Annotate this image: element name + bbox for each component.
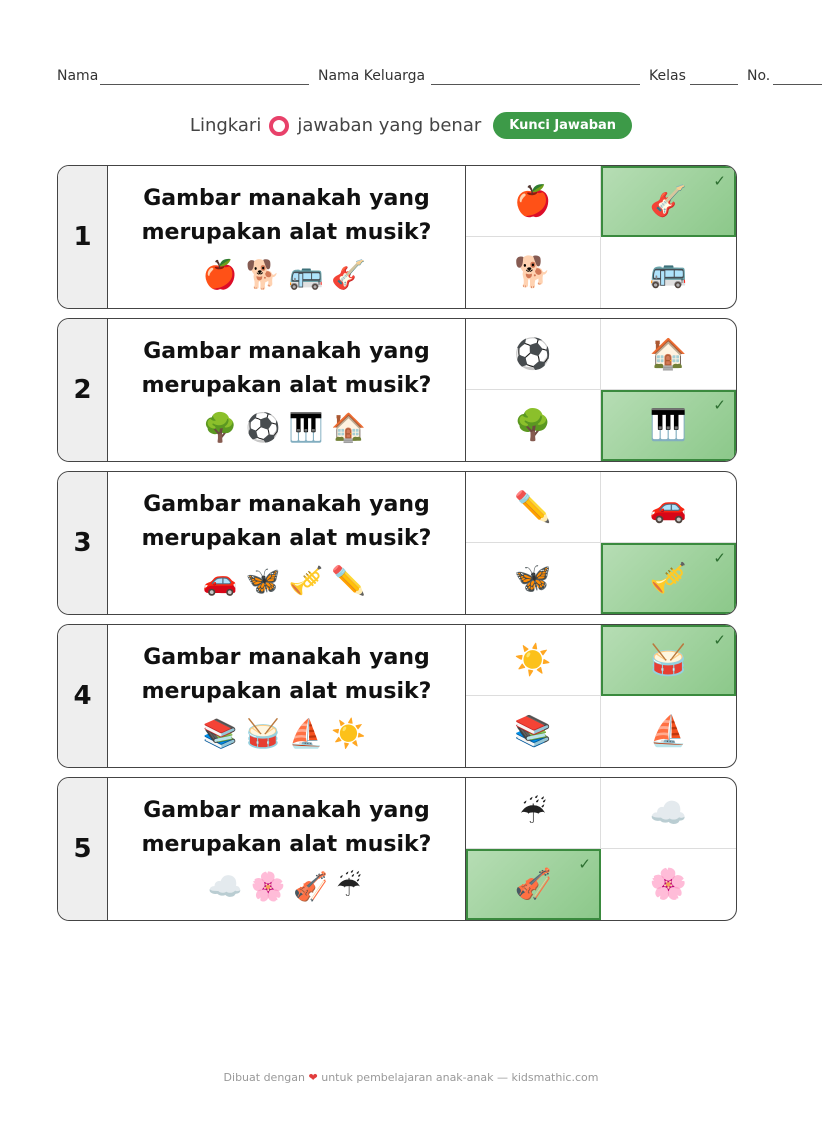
- option-emoji: 📚: [514, 714, 552, 749]
- option-emoji: ⛵: [649, 714, 688, 749]
- option-emoji: 🚗: [649, 489, 688, 525]
- footer-suffix: untuk pembelajaran anak-anak — kidsmathic.com: [321, 1071, 599, 1084]
- hint-emoji-row: [108, 411, 465, 444]
- hint-emoji: 🌳: [202, 411, 242, 444]
- option-emoji: 🚌: [649, 255, 688, 290]
- answer-option-correct[interactable]: [466, 849, 601, 920]
- question-text-line1: Gambar manakah yang: [143, 492, 430, 517]
- footer-prefix: Dibuat dengan: [223, 1071, 305, 1084]
- question-text-line1: Gambar manakah yang: [143, 645, 430, 670]
- answer-option[interactable]: [466, 472, 601, 543]
- answer-option[interactable]: [466, 390, 601, 461]
- hint-emoji: ✏️: [331, 564, 371, 597]
- question-text: [108, 794, 465, 862]
- answer-option[interactable]: [601, 849, 736, 920]
- student-info-header: [57, 68, 822, 88]
- question-text-cell: [108, 319, 466, 461]
- question-text-line2: merupakan alat musik?: [141, 526, 432, 551]
- answer-option-correct[interactable]: [601, 390, 736, 461]
- answer-option[interactable]: [601, 319, 736, 390]
- hint-emoji-row: [108, 717, 465, 750]
- check-icon: ✓: [713, 172, 726, 190]
- answer-option-correct[interactable]: [601, 543, 736, 614]
- hint-emoji: 🚌: [288, 258, 328, 291]
- question-text-line1: Gambar manakah yang: [143, 339, 430, 364]
- hint-emoji: 🍎: [202, 258, 242, 291]
- hint-emoji: ☁️: [207, 870, 247, 903]
- answer-option[interactable]: [466, 696, 601, 767]
- question-text-line2: merupakan alat musik?: [141, 832, 432, 857]
- hint-emoji: 🚗: [202, 564, 242, 597]
- answer-option[interactable]: [601, 696, 736, 767]
- check-icon: ✓: [713, 631, 726, 649]
- check-icon: ✓: [713, 396, 726, 414]
- question-text-line2: merupakan alat musik?: [141, 679, 432, 704]
- question-row: [57, 165, 737, 309]
- option-emoji: 🦋: [514, 561, 552, 596]
- check-icon: ✓: [713, 549, 726, 567]
- option-emoji: ⚽: [514, 336, 552, 372]
- option-emoji: 🎹: [649, 408, 688, 443]
- question-text-cell: [108, 472, 466, 614]
- answer-option[interactable]: [466, 543, 601, 614]
- answer-option[interactable]: [601, 237, 736, 308]
- question-text-line1: Gambar manakah yang: [143, 186, 430, 211]
- answer-key-badge: Kunci Jawaban: [493, 112, 632, 139]
- option-emoji: 🎻: [514, 867, 553, 902]
- option-emoji: ☔: [519, 795, 547, 831]
- circle-icon: [269, 116, 289, 136]
- answer-option-correct[interactable]: [601, 166, 736, 237]
- question-row: [57, 624, 737, 768]
- question-number: 1: [58, 166, 108, 308]
- question-text-line2: merupakan alat musik?: [141, 373, 432, 398]
- hint-emoji: ⛵: [288, 717, 328, 750]
- hint-emoji: 🌸: [250, 870, 290, 903]
- hint-emoji: 🦋: [245, 564, 285, 597]
- answer-options-grid: [466, 472, 736, 614]
- answer-option[interactable]: [466, 319, 601, 390]
- hint-emoji: 🎹: [288, 411, 328, 444]
- name-label: Nama: [57, 68, 99, 84]
- question-number: 4: [58, 625, 108, 767]
- hint-emoji: 🏠: [331, 411, 371, 444]
- question-text-line2: merupakan alat musik?: [141, 220, 432, 245]
- hint-emoji: ☀️: [331, 717, 371, 750]
- answer-option[interactable]: [466, 778, 601, 849]
- hint-emoji-row: [108, 870, 465, 903]
- answer-option[interactable]: [466, 166, 601, 237]
- question-text-cell: [108, 778, 466, 920]
- instruction-suffix: jawaban yang benar: [297, 115, 482, 136]
- number-field-line[interactable]: [773, 84, 822, 85]
- class-label: Kelas: [649, 68, 686, 84]
- question-text-line1: Gambar manakah yang: [143, 798, 430, 823]
- name-field-line[interactable]: [100, 84, 309, 85]
- hint-emoji: 🥁: [245, 717, 285, 750]
- answer-options-grid: [466, 625, 736, 767]
- question-number: 3: [58, 472, 108, 614]
- option-emoji: ✏️: [514, 489, 552, 525]
- answer-option[interactable]: [466, 625, 601, 696]
- question-text-cell: [108, 166, 466, 308]
- question-text: [108, 182, 465, 250]
- answer-option-correct[interactable]: [601, 625, 736, 696]
- hint-emoji: ⚽: [245, 411, 285, 444]
- answer-option[interactable]: [601, 472, 736, 543]
- hint-emoji: 🐕: [245, 258, 285, 291]
- family-name-label: Nama Keluarga: [318, 68, 426, 84]
- option-emoji: 🎸: [649, 184, 688, 219]
- option-emoji: 🏠: [649, 336, 688, 372]
- hint-emoji: 🎻: [293, 870, 333, 903]
- instruction-prefix: Lingkari: [189, 115, 262, 136]
- hint-emoji: 🎺: [288, 564, 328, 597]
- option-emoji: 🌸: [649, 867, 688, 902]
- option-emoji: ☁️: [649, 795, 688, 831]
- question-text-cell: [108, 625, 466, 767]
- instruction-bar: [0, 112, 822, 142]
- question-number: 5: [58, 778, 108, 920]
- answer-option[interactable]: [601, 778, 736, 849]
- question-row: [57, 777, 737, 921]
- question-number: 2: [58, 319, 108, 461]
- option-emoji: ☀️: [514, 642, 552, 678]
- hint-emoji-row: [108, 564, 465, 597]
- family-name-field-line[interactable]: [431, 84, 640, 85]
- check-icon: ✓: [578, 855, 591, 873]
- hint-emoji: 🎸: [331, 258, 371, 291]
- question-text: [108, 641, 465, 709]
- option-emoji: 🥁: [649, 643, 688, 678]
- answer-option[interactable]: [466, 237, 601, 308]
- question-text: [108, 335, 465, 403]
- option-emoji: 🎺: [649, 561, 688, 596]
- hint-emoji: 📚: [202, 717, 242, 750]
- heart-icon: ❤: [308, 1071, 318, 1084]
- question-row: [57, 471, 737, 615]
- option-emoji: 🐕: [514, 255, 552, 290]
- hint-emoji: ☔: [336, 870, 366, 903]
- question-text: [108, 488, 465, 556]
- footer: [0, 1071, 822, 1084]
- answer-options-grid: [466, 778, 736, 920]
- question-row: [57, 318, 737, 462]
- hint-emoji-row: [108, 258, 465, 291]
- number-label: No.: [747, 68, 771, 84]
- answer-options-grid: [466, 166, 736, 308]
- option-emoji: 🍎: [514, 183, 552, 219]
- class-field-line[interactable]: [690, 84, 738, 85]
- option-emoji: 🌳: [514, 408, 552, 443]
- answer-options-grid: [466, 319, 736, 461]
